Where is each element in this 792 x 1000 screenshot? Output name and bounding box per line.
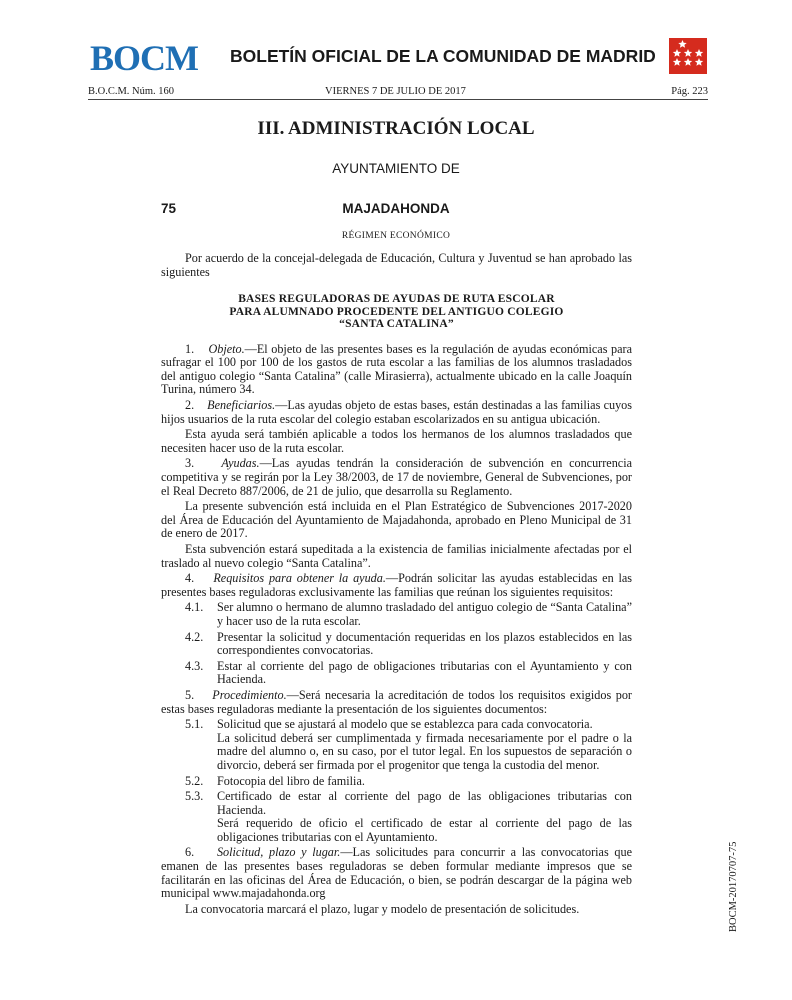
- article-3: 3. Ayudas.—Las ayudas tendrán la consideración de subvención en concurrencia competitiva y se regirán por la Ley 38/2003, de 17 de noviembre, General de Subvenciones, por el Real Decreto 887/2006, de 21 de julio, que desarrolla su Reglamento.: [161, 456, 633, 498]
- article-4-item: 4.1. Ser alumno o hermano de alumno trasladado del antiguo colegio de “Santa Catalina” y hacer uso de la ruta escolar.: [185, 600, 632, 628]
- bases-title-line1: BASES REGULADORAS DE AYUDAS DE RUTA ESCOLAR: [238, 293, 555, 306]
- page-header: [88, 38, 708, 78]
- section-title: III. ADMINISTRACIÓN LOCAL: [257, 118, 535, 139]
- header-divider: [88, 99, 708, 100]
- article-5-item: 5.2. Fotocopia del libro de familia.: [185, 773, 365, 788]
- header-meta: [88, 85, 708, 99]
- article-3-paragraph-2: La presente subvención está incluida en el Plan Estratégico de Subvenciones 2017-2020 del Área de Educación del Ayuntamiento de Majadahonda, aprobado en Pleno Municipal de 31 de enero de 2017.: [161, 499, 632, 541]
- article-4: 4. Requisitos para obtener la ayuda.—Podrán solicitar las ayudas establecidas en las presentes bases reguladoras exclusivamente las familias que reúnan los siguientes requisitos:: [161, 571, 633, 599]
- article-6-paragraph: La convocatoria marcará el plazo, lugar y modelo de presentación de solicitudes.: [185, 901, 580, 916]
- article-6: 6. Solicitud, plazo y lugar.—Las solicitudes para concurrir a las convocatorias que emanen de las presentes bases reguladoras se deben formular mediante impresos que se facilitarán en las oficinas del Área de Educación, o bien, se podrán descargar de la página web municipal www.majadahonda.org: [161, 845, 632, 901]
- page-number: Pág. 223: [671, 86, 708, 97]
- article-3-paragraph-3: Esta subvención estará supeditada a la existencia de familias inicialmente afectadas por el traslado al nuevo colegio “Santa Catalina”.: [161, 542, 632, 570]
- article-2: 2. Beneficiarios.—Las ayudas objeto de estas bases, están destinadas a las familias cuyos hijos usuarios de la ruta escolar del colegio estaban escolarizados en su antigua ubicación.: [161, 398, 633, 426]
- article-4-item: 4.2. Presentar la solicitud y documentación requeridas en los plazos establecidos en las correspondientes convocatorias.: [185, 629, 632, 658]
- article-2-paragraph: Esta ayuda será también aplicable a todos los hermanos de los alumnos trasladados que necesiten hacer uso de la ruta escolar.: [161, 427, 632, 455]
- article-5-item-note: La solicitud deberá ser cumplimentada y firmada necesariamente por el padre o la madre del alumno o, en su caso, por el tutor legal. En los supuestos de separación o divorcio, deberá ser firmada por el progenitor que tenga la custodia del menor.: [217, 730, 632, 772]
- side-code-text: BOCM-20170707-75: [728, 841, 739, 932]
- article-4-item: 4.3. Estar al corriente del pago de obligaciones tributarias con el Ayuntamiento y con Hacienda.: [185, 658, 632, 687]
- article-5-item: 5.1. Solicitud que se ajustará al modelo que se establezca para cada convocatoria.: [185, 717, 593, 732]
- bases-title-line2: PARA ALUMNADO PROCEDENTE DEL ANTIGUO COLEGIO: [229, 305, 564, 318]
- bocm-logo: BOCM: [90, 38, 198, 78]
- article-5: 5. Procedimiento.—Será necesaria la acreditación de todos los requisitos exigidos por estas bases reguladoras mediante la presentación de los siguientes documentos:: [161, 687, 632, 716]
- issue-date: VIERNES 7 DE JULIO DE 2017: [325, 86, 466, 97]
- article-1: 1. Objeto.—El objeto de las presentes bases es la regulación de ayudas económicas para sufragar el 100 por 100 de los gastos de ruta escolar a las familias de los alumnos trasladados del antiguo colegio “Santa Catalina” (calle Mirasierra), actualmente ubicado en la calle Joaquín Turina, número 34.: [161, 341, 633, 397]
- ayuntamiento-label: AYUNTAMIENTO DE: [332, 161, 460, 176]
- bases-title: [161, 293, 632, 331]
- subsection-title: RÉGIMEN ECONÓMICO: [341, 231, 451, 241]
- town-name: MAJADAHONDA: [342, 201, 450, 216]
- intro-paragraph: Por acuerdo de la concejal-delegada de Educación, Cultura y Juventud se han aprobado las siguientes: [161, 251, 632, 279]
- bases-title-line3: “SANTA CATALINA”: [339, 318, 454, 331]
- journal-title: BOLETÍN OFICIAL DE LA COMUNIDAD DE MADRID: [230, 46, 656, 66]
- madrid-flag-stars-icon: [669, 38, 707, 74]
- article-5-item-note: Será requerido de oficio el certificado de estar al corriente del pago de las obligaciones tributarias con el Ayuntamiento.: [217, 816, 632, 844]
- document-body: [161, 252, 632, 916]
- issue-number: B.O.C.M. Núm. 160: [88, 86, 175, 97]
- entry-number: 75: [161, 201, 177, 216]
- article-5-item: 5.3. Certificado de estar al corriente del pago de las obligaciones tributarias con Hacienda.: [185, 789, 632, 817]
